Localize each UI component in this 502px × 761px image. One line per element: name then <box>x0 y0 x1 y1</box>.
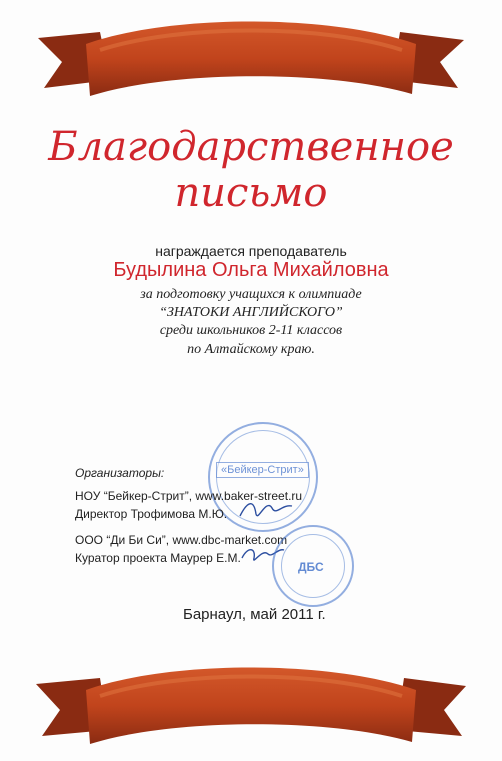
dbc-stamp-label: ДБС <box>298 560 324 574</box>
awarded-to-text: награждается преподаватель <box>155 243 347 259</box>
organizer-2-curator: Куратор проекта Маурер Е.М. <box>75 551 241 565</box>
signature-1 <box>236 494 296 524</box>
organizer-1-line: НОУ “Бейкер-Стрит”, www.baker-street.ru <box>75 489 303 503</box>
top-ribbon <box>0 10 502 120</box>
organizers-label: Организаторы: <box>75 466 165 480</box>
place-date: Барнаул, май 2011 г. <box>183 606 326 623</box>
bottom-ribbon <box>0 648 502 758</box>
organizer-1-director: Директор Трофимова М.Ю. <box>75 507 228 521</box>
round-stamp-label: «Бейкер-Стрит» <box>216 462 309 478</box>
organizer-2-line: ООО “Ди Би Си”, www.dbc-market.com <box>75 533 288 547</box>
reason-line-1: за подготовку учащихся к олимпиаде <box>140 287 362 302</box>
reason-line-4: по Алтайскому краю. <box>187 342 315 357</box>
title-line-1: Благодарственное <box>48 124 454 170</box>
recipient-name: Будылина Ольга Михайловна <box>113 259 389 281</box>
reason-line-3: среди школьников 2-11 классов <box>159 323 343 338</box>
title-line-2: письмо <box>174 170 328 216</box>
olympiad-name: “ЗНАТОКИ АНГЛИЙСКОГО” <box>159 305 343 320</box>
